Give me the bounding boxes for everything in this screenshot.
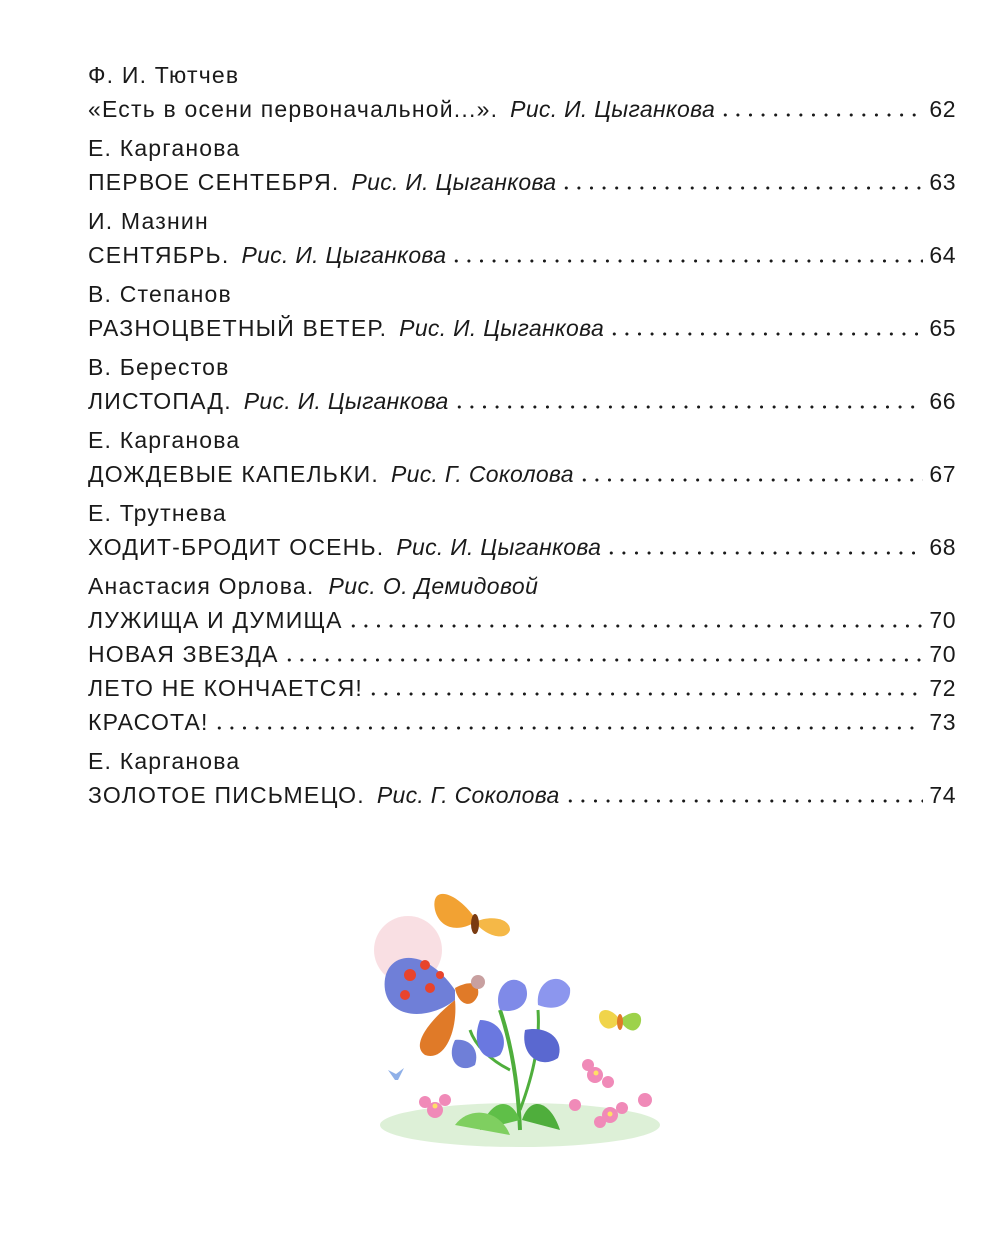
dot-leader [608, 332, 923, 336]
illustrator-credit: Рис. Г. Соколова [376, 782, 560, 808]
entry-title: ЗОЛОТОЕ ПИСЬМЕЦО. [88, 782, 365, 808]
entry-title: КРАСОТА! [88, 709, 209, 735]
illustrator-credit: Рис. И. Цыганкова [241, 242, 447, 268]
toc-entry[interactable] [88, 637, 956, 671]
entry-title: ХОДИТ-БРОДИТ ОСЕНЬ. [88, 534, 385, 560]
entry-title: ЛИСТОПАД. [88, 388, 232, 414]
entry-title: РАЗНОЦВЕТНЫЙ ВЕТЕР. [88, 315, 388, 341]
toc-entry[interactable] [88, 778, 956, 812]
author-text: Е. Карганова [88, 748, 241, 774]
dot-leader [450, 259, 923, 263]
author-name [88, 569, 956, 603]
page-number: 73 [929, 709, 956, 735]
toc-entry[interactable] [88, 603, 956, 637]
entry-title: ДОЖДЕВЫЕ КАПЕЛЬКИ. [88, 461, 380, 487]
table-of-contents [88, 58, 956, 817]
author-name [88, 350, 956, 384]
dot-leader [347, 624, 924, 628]
illustrator-credit: Рис. И. Цыганкова [399, 315, 605, 341]
dot-leader [578, 478, 924, 482]
entry-title: ЛЕТО НЕ КОНЧАЕТСЯ! [88, 675, 363, 701]
toc-entry[interactable] [88, 457, 956, 491]
toc-group [88, 744, 956, 812]
toc-group [88, 423, 956, 491]
author-text: И. Мазнин [88, 208, 209, 234]
dot-leader [283, 658, 924, 662]
author-name [88, 496, 956, 530]
toc-entry[interactable] [88, 238, 956, 272]
illustrator-credit: Рис. И. Цыганкова [396, 534, 602, 560]
dot-leader [453, 405, 924, 409]
author-name [88, 204, 956, 238]
author-name [88, 744, 956, 778]
toc-group [88, 58, 956, 126]
page-number: 63 [929, 169, 956, 195]
illustrator-credit: Рис. И. Цыганкова [510, 96, 716, 122]
author-name [88, 131, 956, 165]
page-number: 70 [929, 641, 956, 667]
toc-group [88, 277, 956, 345]
toc-entry[interactable] [88, 671, 956, 705]
toc-entry[interactable] [88, 705, 956, 739]
page-number: 65 [929, 315, 956, 341]
toc-group [88, 350, 956, 418]
dot-leader [213, 726, 924, 730]
page-number: 66 [929, 388, 956, 414]
author-name [88, 58, 956, 92]
entry-title: ЛУЖИЩА И ДУМИЩА [88, 607, 343, 633]
toc-group [88, 569, 956, 739]
entry-title: НОВАЯ ЗВЕЗДА [88, 641, 279, 667]
toc-entry[interactable] [88, 384, 956, 418]
dot-leader [560, 186, 923, 190]
entry-title: СЕНТЯБРЬ. [88, 242, 230, 268]
author-name [88, 277, 956, 311]
entry-title: ПЕРВОЕ СЕНТЕБРЯ. [88, 169, 340, 195]
toc-group [88, 496, 956, 564]
illustrator-credit: Рис. И. Цыганкова [243, 388, 449, 414]
author-name [88, 423, 956, 457]
page-number: 68 [929, 534, 956, 560]
illustrator-credit: Рис. Г. Соколова [391, 461, 574, 487]
toc-entry[interactable] [88, 311, 956, 345]
dot-leader [719, 113, 923, 117]
page-number: 64 [929, 242, 956, 268]
toc-group [88, 131, 956, 199]
author-text: Е. Карганова [88, 427, 241, 453]
dot-leader [367, 692, 923, 696]
illustrator-credit: Рис. О. Демидовой [328, 573, 539, 599]
toc-entry[interactable] [88, 92, 956, 126]
author-text: В. Берестов [88, 354, 230, 380]
illustrator-credit: Рис. И. Цыганкова [351, 169, 557, 195]
page-number: 74 [929, 782, 956, 808]
page-number: 62 [929, 96, 956, 122]
toc-group [88, 204, 956, 272]
toc-entry[interactable] [88, 530, 956, 564]
page-number: 72 [929, 675, 956, 701]
author-text: Е. Карганова [88, 135, 241, 161]
author-text: Анастасия Орлова. [88, 573, 315, 599]
page-number: 67 [929, 461, 956, 487]
author-text: Е. Трутнева [88, 500, 227, 526]
dot-leader [564, 799, 924, 803]
author-text: В. Степанов [88, 281, 232, 307]
toc-entry[interactable] [88, 165, 956, 199]
page-number: 70 [929, 607, 956, 633]
dot-leader [605, 551, 923, 555]
butterfly-flowers-illustration [360, 870, 690, 1160]
entry-title: «Есть в осени первоначальной...». [88, 96, 499, 122]
author-text: Ф. И. Тютчев [88, 62, 240, 88]
